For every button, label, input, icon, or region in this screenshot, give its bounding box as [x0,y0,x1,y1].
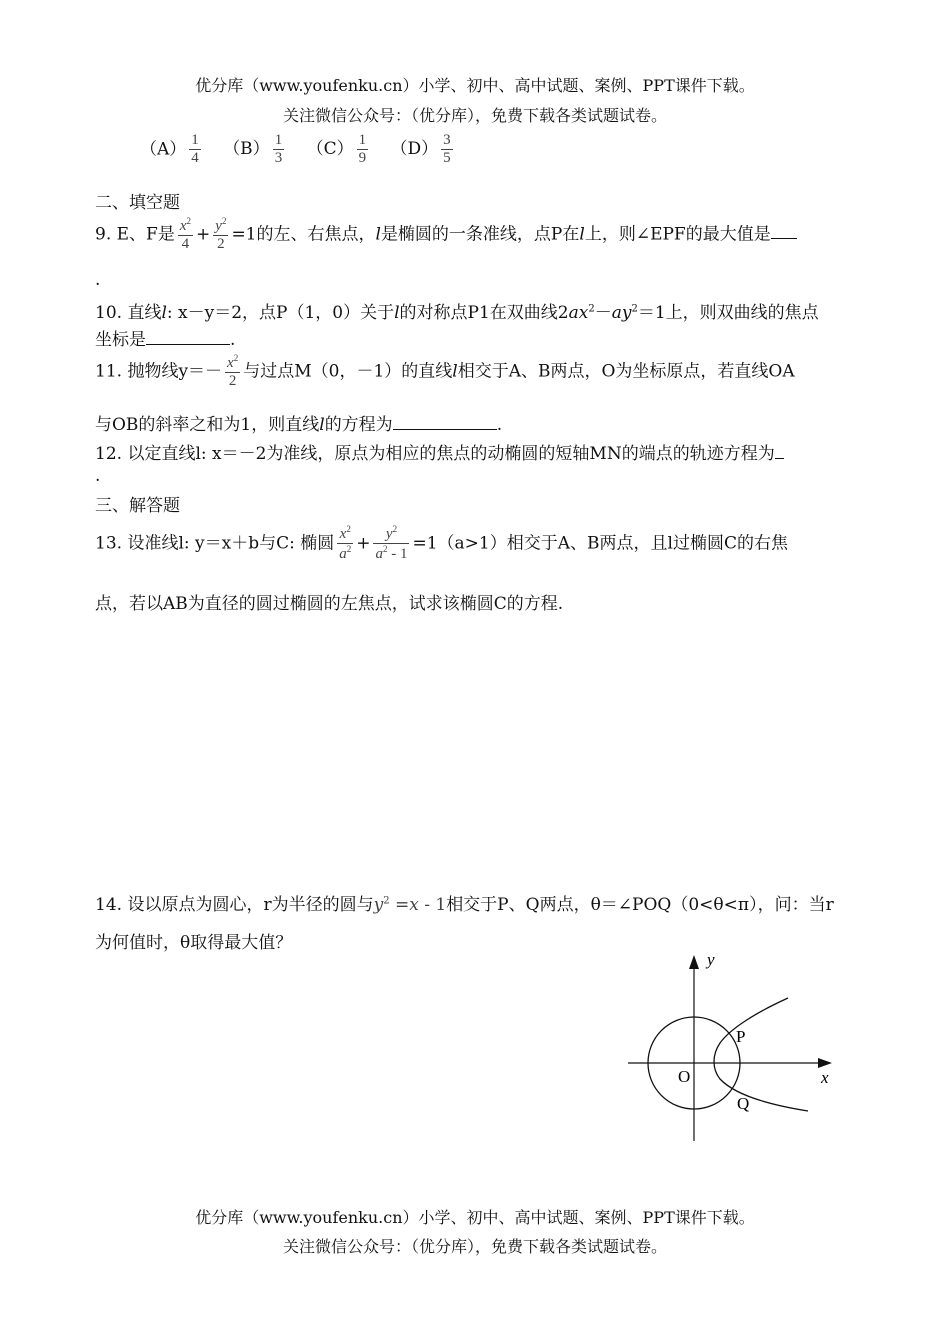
point-p-label: P [736,1027,746,1046]
circle-parabola-figure [620,945,850,1145]
choice-a-label: （A） [140,139,187,160]
question-13-line-2: 点，若以AB为直径的圆过椭圆的左焦点，试求该椭圆C的方程. [95,594,564,614]
choice-c-fraction: $\frac{1}{9}$ [358,132,367,167]
origin-label: O [678,1067,691,1086]
y-axis-label: y [707,950,715,969]
section-2-heading: 二、填空题 [95,193,180,213]
x-axis-label: x [821,1068,829,1087]
footer-line-2: 关注微信公众号：（优分库），免费下载各类试题试卷。 [282,1237,667,1256]
question-11: 11. 抛物线y＝－ $\frac{x^2}{2}$ 与过点M（0，－1）的直线l相交于A、B两点，O为坐标原点，若直线OA [95,353,795,390]
question-10-line-2: 坐标是 . [95,330,236,350]
question-14: 14. 设以原点为圆心，r为半径的圆与$y^2 =x - 1$相交于P、Q两点，θ＝∠POQ（0<θ<π），问：当r [95,895,834,915]
question-10: 10. 直线l: x－y＝2，点P（1，0）关于l的对称点P1在双曲线$2ax^2-ay^2=1$上，则双曲线的焦点 [95,303,819,323]
y-axis-arrow [689,955,699,969]
question-12: 12. 以定直线l: x＝－2为准线，原点为相应的焦点的动椭圆的短轴MN的端点的轨迹方程为 [95,439,784,464]
footer-line-1: 优分库（www.youfenku.cn）小学、初中、高中试题、案例、PPT课件下载。 [195,1208,755,1227]
choice-c-label: （C） [306,139,354,160]
choice-d-fraction: $\frac{3}{5}$ [443,132,451,167]
question-11-line-2: 与OB的斜率之和为1，则直线l的方程为 . [95,415,503,435]
choice-b-label: （B） [223,139,270,160]
answer-choices [140,132,456,168]
question-14-line-2: 为何值时，θ取得最大值？ [95,933,293,953]
header-line-1: 优分库（www.youfenku.cn）小学、初中、高中试题、案例、PPT课件下载。 [195,76,755,95]
choice-a-fraction: $\frac{1}{4}$ [191,132,199,167]
question-12-period: . [95,466,101,486]
question-9: 9. E、F是 $\frac{x^2}{4}$ + $\frac{y^2}{2}$ =1的左、右焦点，l是椭圆的一条准线，点P在l上，则∠EPF的最大值是 [95,216,797,254]
x-axis-arrow [818,1058,832,1068]
choice-d-label: （D） [390,139,439,160]
section-3-heading: 三、解答题 [95,496,180,516]
header-line-2: 关注微信公众号：（优分库），免费下载各类试题试卷。 [282,106,667,125]
question-9-period: . [95,270,101,290]
choice-b-fraction: $\frac{1}{3}$ [274,132,283,167]
point-q-label: Q [737,1094,750,1113]
question-13: 13. 设准线l: y＝x＋b与C: 椭圆 $\frac{x^2}{a^2}$ + $\frac{y^2}{a^2 - 1}$ =1（a>1）相交于A、B两点，且l过椭圆C的右焦 [95,524,788,563]
